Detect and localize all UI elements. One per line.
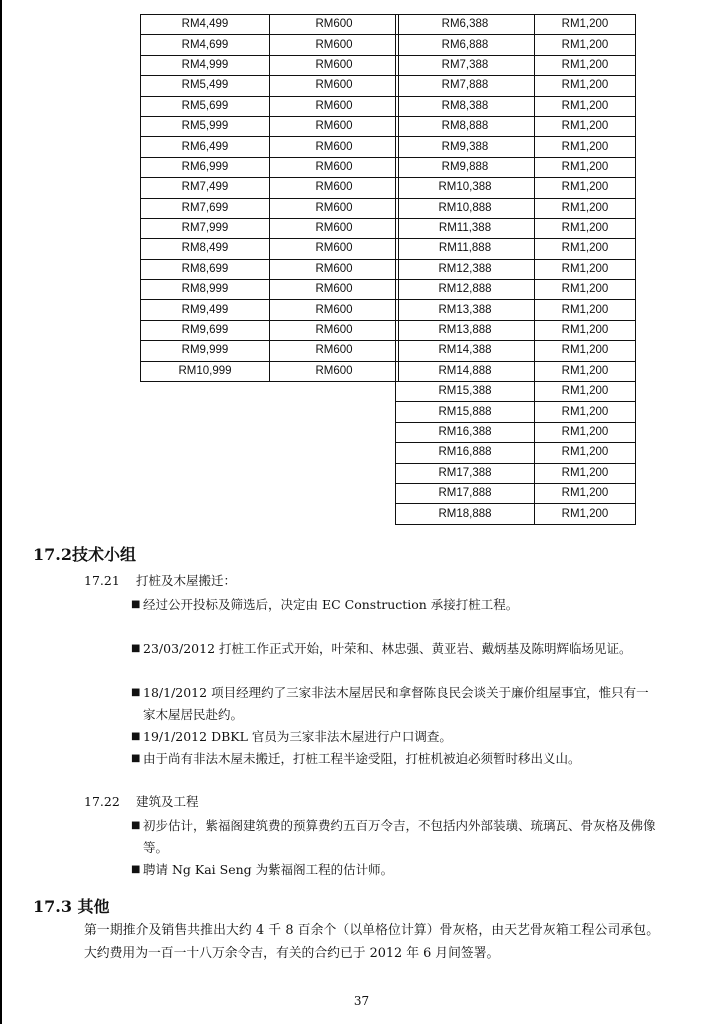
amount-cell: RM600 bbox=[270, 157, 399, 177]
price-cell: RM4,999 bbox=[141, 55, 270, 75]
amount-cell: RM600 bbox=[270, 280, 399, 300]
table-row bbox=[396, 198, 636, 218]
table-row bbox=[396, 341, 636, 361]
amount-cell: RM600 bbox=[270, 15, 399, 35]
table-row bbox=[141, 116, 399, 136]
table-row bbox=[396, 422, 636, 442]
price-cell: RM8,888 bbox=[396, 116, 535, 136]
bullet-item: ■ 18/1/2012 项目经理约了三家非法木屋居民和拿督陈良民会谈关于廉价组屋事宜，惟只有一家木屋居民赴约。 bbox=[143, 682, 658, 726]
amount-cell: RM1,200 bbox=[535, 76, 636, 96]
amount-cell: RM1,200 bbox=[535, 382, 636, 402]
bullet-item: ■ 19/1/2012 DBKL 官员为三家非法木屋进行户口调查。 bbox=[143, 726, 658, 748]
price-cell: RM4,699 bbox=[141, 35, 270, 55]
table-row bbox=[141, 280, 399, 300]
amount-cell: RM1,200 bbox=[535, 157, 636, 177]
table-row bbox=[141, 96, 399, 116]
table-row bbox=[396, 76, 636, 96]
table-row bbox=[141, 341, 399, 361]
price-cell: RM7,499 bbox=[141, 178, 270, 198]
table-row bbox=[141, 157, 399, 177]
price-cell: RM5,999 bbox=[141, 116, 270, 136]
page-number: 37 bbox=[353, 994, 370, 1008]
price-cell: RM10,999 bbox=[141, 361, 270, 381]
amount-cell: RM1,200 bbox=[535, 137, 636, 157]
amount-cell: RM600 bbox=[270, 76, 399, 96]
price-cell: RM16,388 bbox=[396, 422, 535, 442]
table-row bbox=[396, 157, 636, 177]
price-cell: RM9,499 bbox=[141, 300, 270, 320]
amount-cell: RM1,200 bbox=[535, 504, 636, 524]
table-row bbox=[141, 76, 399, 96]
table-row bbox=[396, 239, 636, 259]
subsection-17-21 bbox=[84, 571, 236, 591]
price-cell: RM6,888 bbox=[396, 35, 535, 55]
table-row bbox=[396, 116, 636, 136]
amount-cell: RM1,200 bbox=[535, 402, 636, 422]
price-cell: RM7,999 bbox=[141, 218, 270, 238]
price-cell: RM15,888 bbox=[396, 402, 535, 422]
table-row bbox=[396, 402, 636, 422]
page-left-border bbox=[0, 0, 2, 1024]
amount-cell: RM600 bbox=[270, 178, 399, 198]
price-cell: RM17,388 bbox=[396, 463, 535, 483]
amount-cell: RM1,200 bbox=[535, 259, 636, 279]
price-cell: RM8,699 bbox=[141, 259, 270, 279]
subsection-title: 打桩及木屋搬迁： bbox=[136, 573, 237, 588]
section-17-2-heading: 17.2技术小组 bbox=[33, 545, 136, 564]
price-cell: RM9,699 bbox=[141, 320, 270, 340]
amount-cell: RM600 bbox=[270, 137, 399, 157]
amount-cell: RM1,200 bbox=[535, 341, 636, 361]
bullet-dot-icon: ■ bbox=[131, 864, 141, 875]
amount-cell: RM1,200 bbox=[535, 483, 636, 503]
price-cell: RM8,999 bbox=[141, 280, 270, 300]
table-row bbox=[396, 443, 636, 463]
price-cell: RM6,388 bbox=[396, 15, 535, 35]
price-cell: RM6,999 bbox=[141, 157, 270, 177]
price-cell: RM16,888 bbox=[396, 443, 535, 463]
price-table-left bbox=[140, 14, 399, 382]
bullet-item: ■ 由于尚有非法木屋未搬迁，打桩工程半途受阻，打桩机被迫必须暂时移出义山。 bbox=[143, 748, 658, 770]
table-row bbox=[396, 504, 636, 524]
amount-cell: RM600 bbox=[270, 300, 399, 320]
bullet-dot-icon: ■ bbox=[131, 599, 141, 610]
amount-cell: RM1,200 bbox=[535, 443, 636, 463]
table-row bbox=[141, 300, 399, 320]
price-table-right bbox=[395, 14, 636, 525]
price-cell: RM13,888 bbox=[396, 320, 535, 340]
table-row bbox=[396, 15, 636, 35]
amount-cell: RM600 bbox=[270, 96, 399, 116]
table-row bbox=[141, 15, 399, 35]
amount-cell: RM1,200 bbox=[535, 198, 636, 218]
price-cell: RM11,888 bbox=[396, 239, 535, 259]
price-cell: RM5,699 bbox=[141, 96, 270, 116]
table-row bbox=[141, 218, 399, 238]
bullet-dot-icon: ■ bbox=[131, 753, 141, 764]
bullet-dot-icon: ■ bbox=[131, 731, 141, 742]
table-row bbox=[396, 300, 636, 320]
price-cell: RM17,888 bbox=[396, 483, 535, 503]
table-row bbox=[141, 259, 399, 279]
subsection-number: 17.21 bbox=[84, 573, 120, 588]
table-row bbox=[396, 178, 636, 198]
amount-cell: RM1,200 bbox=[535, 463, 636, 483]
subsection-17-22 bbox=[84, 792, 199, 812]
table-row bbox=[396, 463, 636, 483]
price-cell: RM12,888 bbox=[396, 280, 535, 300]
amount-cell: RM1,200 bbox=[535, 218, 636, 238]
price-cell: RM10,388 bbox=[396, 178, 535, 198]
price-cell: RM8,499 bbox=[141, 239, 270, 259]
amount-cell: RM1,200 bbox=[535, 280, 636, 300]
amount-cell: RM1,200 bbox=[535, 96, 636, 116]
price-cell: RM5,499 bbox=[141, 76, 270, 96]
price-cell: RM8,388 bbox=[396, 96, 535, 116]
table-row bbox=[396, 137, 636, 157]
amount-cell: RM1,200 bbox=[535, 239, 636, 259]
amount-cell: RM600 bbox=[270, 259, 399, 279]
amount-cell: RM600 bbox=[270, 198, 399, 218]
amount-cell: RM1,200 bbox=[535, 116, 636, 136]
table-row bbox=[396, 55, 636, 75]
price-cell: RM9,888 bbox=[396, 157, 535, 177]
table-row bbox=[396, 35, 636, 55]
subsection-number: 17.22 bbox=[84, 794, 120, 809]
table-row bbox=[141, 35, 399, 55]
price-cell: RM9,999 bbox=[141, 341, 270, 361]
section-17-3-paragraph: 第一期推介及销售共推出大约 4 千 8 百余个（以单格位计算）骨灰格，由天艺骨灰箱工程公司承包。大约费用为一百一十八万余令吉，有关的合约已于 2012 年 6 月间签署。 bbox=[84, 923, 659, 961]
amount-cell: RM600 bbox=[270, 55, 399, 75]
bullet-dot-icon: ■ bbox=[131, 687, 141, 698]
price-cell: RM7,888 bbox=[396, 76, 535, 96]
price-cell: RM18,888 bbox=[396, 504, 535, 524]
amount-cell: RM600 bbox=[270, 361, 399, 381]
table-row bbox=[141, 137, 399, 157]
amount-cell: RM1,200 bbox=[535, 15, 636, 35]
bullet-item: ■ 初步估计，紫福阁建筑费的预算费约五百万令吉，不包括内外部装璜、琉璃瓦、骨灰格及佛像等。 bbox=[143, 815, 658, 859]
price-cell: RM10,888 bbox=[396, 198, 535, 218]
amount-cell: RM1,200 bbox=[535, 35, 636, 55]
amount-cell: RM600 bbox=[270, 116, 399, 136]
subsection-title: 建筑及工程 bbox=[136, 794, 199, 809]
bullet-item: ■ 23/03/2012 打桩工作正式开始，叶荣和、林忠强、黄亚岩、戴炳基及陈明辉临场见证。 bbox=[143, 638, 658, 660]
bullet-dot-icon: ■ bbox=[131, 643, 141, 654]
price-cell: RM13,388 bbox=[396, 300, 535, 320]
amount-cell: RM600 bbox=[270, 341, 399, 361]
price-cell: RM11,388 bbox=[396, 218, 535, 238]
table-row bbox=[396, 280, 636, 300]
bullet-dot-icon: ■ bbox=[131, 820, 141, 831]
amount-cell: RM1,200 bbox=[535, 422, 636, 442]
price-cell: RM7,699 bbox=[141, 198, 270, 218]
amount-cell: RM600 bbox=[270, 239, 399, 259]
price-cell: RM6,499 bbox=[141, 137, 270, 157]
table-row bbox=[141, 239, 399, 259]
amount-cell: RM1,200 bbox=[535, 55, 636, 75]
amount-cell: RM600 bbox=[270, 320, 399, 340]
bullet-item: ■ 经过公开投标及筛选后，决定由 EC Construction 承接打桩工程。 bbox=[143, 594, 658, 616]
amount-cell: RM1,200 bbox=[535, 300, 636, 320]
table-row bbox=[141, 320, 399, 340]
section-17-3-heading: 17.3 其他 bbox=[33, 897, 110, 916]
table-row bbox=[141, 361, 399, 381]
amount-cell: RM1,200 bbox=[535, 320, 636, 340]
bullet-item: ■ 聘请 Ng Kai Seng 为紫福阁工程的估计师。 bbox=[143, 859, 658, 881]
price-cell: RM12,388 bbox=[396, 259, 535, 279]
price-cell: RM7,388 bbox=[396, 55, 535, 75]
price-cell: RM14,888 bbox=[396, 361, 535, 381]
table-row bbox=[396, 483, 636, 503]
amount-cell: RM1,200 bbox=[535, 178, 636, 198]
table-row bbox=[396, 218, 636, 238]
price-cell: RM14,388 bbox=[396, 341, 535, 361]
table-row bbox=[396, 382, 636, 402]
price-cell: RM9,388 bbox=[396, 137, 535, 157]
table-row bbox=[396, 361, 636, 381]
price-cell: RM15,388 bbox=[396, 382, 535, 402]
amount-cell: RM600 bbox=[270, 35, 399, 55]
table-row bbox=[396, 259, 636, 279]
amount-cell: RM600 bbox=[270, 218, 399, 238]
amount-cell: RM1,200 bbox=[535, 361, 636, 381]
table-row bbox=[396, 96, 636, 116]
table-row bbox=[141, 198, 399, 218]
table-row bbox=[396, 320, 636, 340]
table-row bbox=[141, 55, 399, 75]
table-row bbox=[141, 178, 399, 198]
price-cell: RM4,499 bbox=[141, 15, 270, 35]
